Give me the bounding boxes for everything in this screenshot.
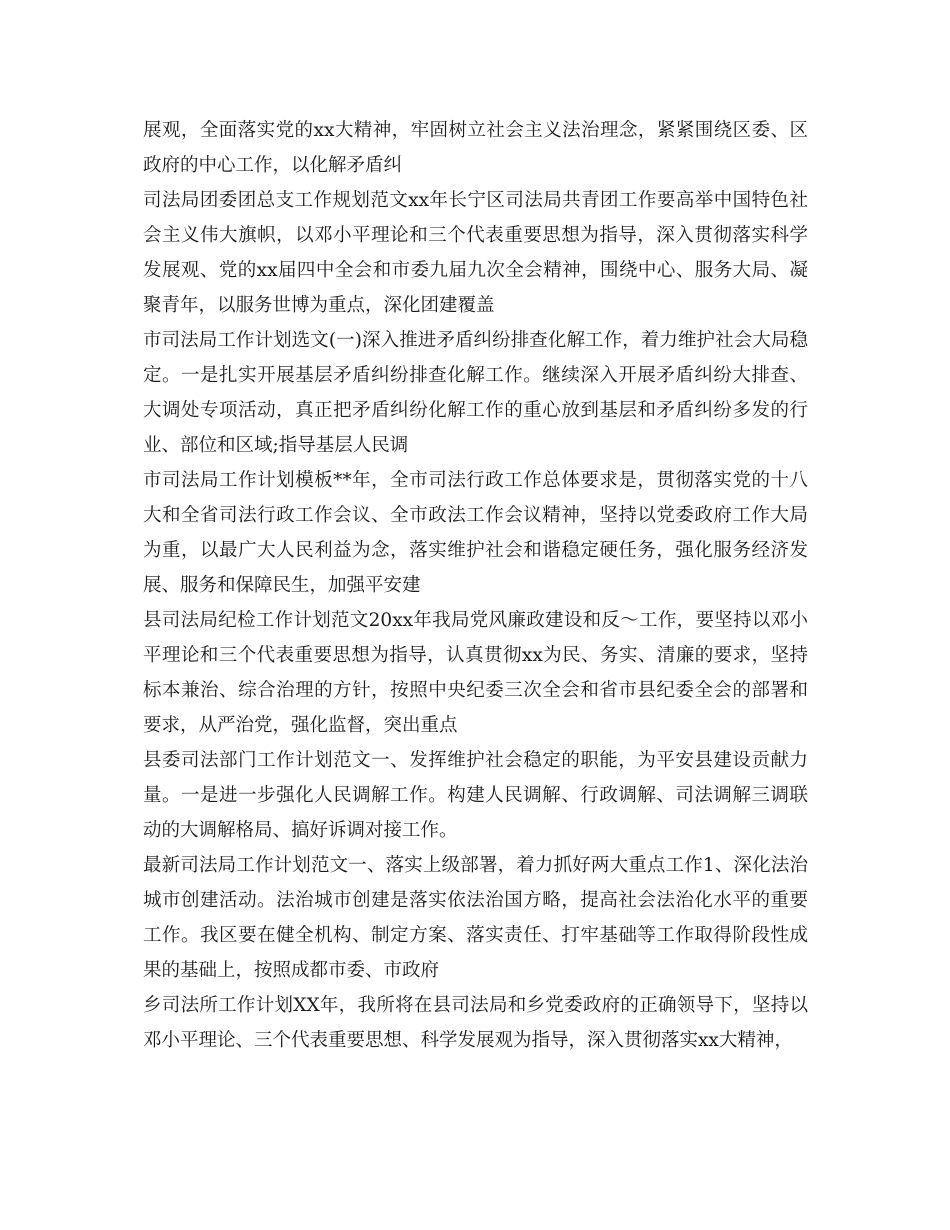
paragraph-3: 市司法局工作计划选文(一)深入推进矛盾纠纷排查化解工作，着力维护社会大局稳定。一是扎实开展基层矛盾纠纷排查化解工作。继续深入开展矛盾纠纷大排查、大调处专项活动，真正把矛盾纠纷化解工作的重心放到基层和矛盾纠纷多发的行业、部位和区域;指导基层人民调: [143, 330, 808, 456]
paragraph-1: 展观，全面落实党的xx大精神，牢固树立社会主义法治理念，紧紧围绕区委、区政府的中心工作，以化解矛盾纠: [143, 120, 808, 176]
paragraph-5: 县司法局纪检工作计划范文20xx年我局党风廉政建设和反～工作，要坚持以邓小平理论和三个代表重要思想为指导，认真贯彻xx为民、务实、清廉的要求，坚持标本兼治、综合治理的方针，按照中央纪委三次全会和省市县纪委全会的部署和要求，从严治党，强化监督，突出重点: [143, 610, 808, 736]
document-body: [143, 113, 808, 1058]
paragraph-8: 乡司法所工作计划XX年，我所将在县司法局和乡党委政府的正确领导下，坚持以邓小平理论、三个代表重要思想、科学发展观为指导，深入贯彻落实xx大精神，: [143, 995, 808, 1051]
paragraph-2: 司法局团委团总支工作规划范文xx年长宁区司法局共青团工作要高举中国特色社会主义伟大旗帜，以邓小平理论和三个代表重要思想为指导，深入贯彻落实科学发展观、党的xx届四中全会和市委九届九次全会精神，围绕中心、服务大局、凝聚青年，以服务世博为重点，深化团建覆盖: [143, 190, 808, 316]
paragraph-6: 县委司法部门工作计划范文一、发挥维护社会稳定的职能，为平安县建设贡献力量。一是进一步强化人民调解工作。构建人民调解、行政调解、司法调解三调联动的大调解格局、搞好诉调对接工作。: [143, 750, 808, 841]
paragraph-4: 市司法局工作计划模板**年，全市司法行政工作总体要求是，贯彻落实党的十八大和全省司法行政工作会议、全市政法工作会议精神，坚持以党委政府工作大局为重，以最广大人民利益为念，落实维护社会和谐稳定硬任务，强化服务经济发展、服务和保障民生，加强平安建: [143, 470, 808, 596]
paragraph-7: 最新司法局工作计划范文一、落实上级部署，着力抓好两大重点工作1、深化法治城市创建活动。法治城市创建是落实依法治国方略，提高社会法治化水平的重要工作。我区要在健全机构、制定方案、落实责任、打牢基础等工作取得阶段性成果的基础上，按照成都市委、市政府: [143, 855, 808, 981]
